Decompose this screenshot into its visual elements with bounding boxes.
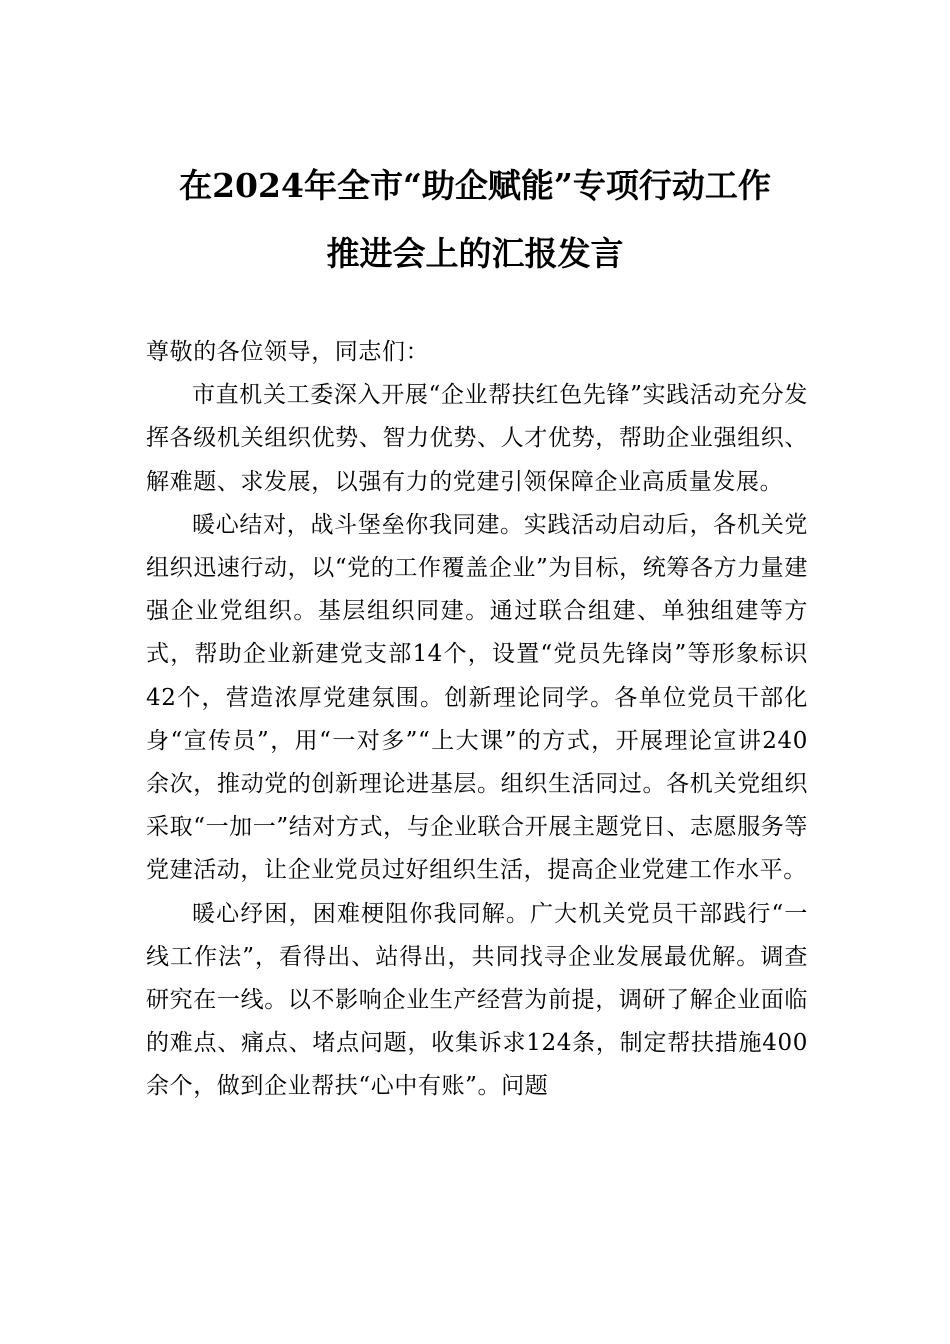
paragraph-problem-solving: 暖心纾困，困难梗阻你我同解。广大机关党员干部践行“一线工作法”，看得出、站得出，共同找寻企业发展最优解。调查研究在一线。以不影响企业生产经营为前提，调研了解企业面临的难点、痛点、堵点问题，收集诉求124条，制定帮扶措施400余个，做到企业帮扶“心中有账”。问题 xyxy=(146,900,808,1100)
document-body xyxy=(146,331,808,1109)
salutation: 尊敬的各位领导，同志们： xyxy=(146,339,430,365)
paragraph-intro: 市直机关工委深入开展“企业帮扶红色先锋”实践活动充分发挥各级机关组织优势、智力优势、人才优势，帮助企业强组织、解难题、求发展，以强有力的党建引领保障企业高质量发展。 xyxy=(146,382,808,495)
document-title-line-1: 在2024年全市“助企赋能”专项行动工作 xyxy=(179,166,771,205)
paragraph-party-building: 暖心结对，战斗堡垒你我同建。实践活动启动后，各机关党组织迅速行动，以“党的工作覆盖企业”为目标，统筹各方力量建强企业党组织。基层组织同建。通过联合组建、单独组建等方式，帮助企业新建党支部14个，设置“党员先锋岗”等形象标识42个，营造浓厚党建氛围。创新理论同学。各单位党员干部化身“宣传员”，用“一对多”“上大课”的方式，开展理论宣讲240余次，推动党的创新理论进基层。组织生活同过。各机关党组织采取“一加一”结对方式，与企业联合开展主题党日、志愿服务等党建活动，让企业党员过好组织生活，提高企业党建工作水平。 xyxy=(146,511,808,884)
document-title-line-2: 推进会上的汇报发言 xyxy=(326,234,624,273)
